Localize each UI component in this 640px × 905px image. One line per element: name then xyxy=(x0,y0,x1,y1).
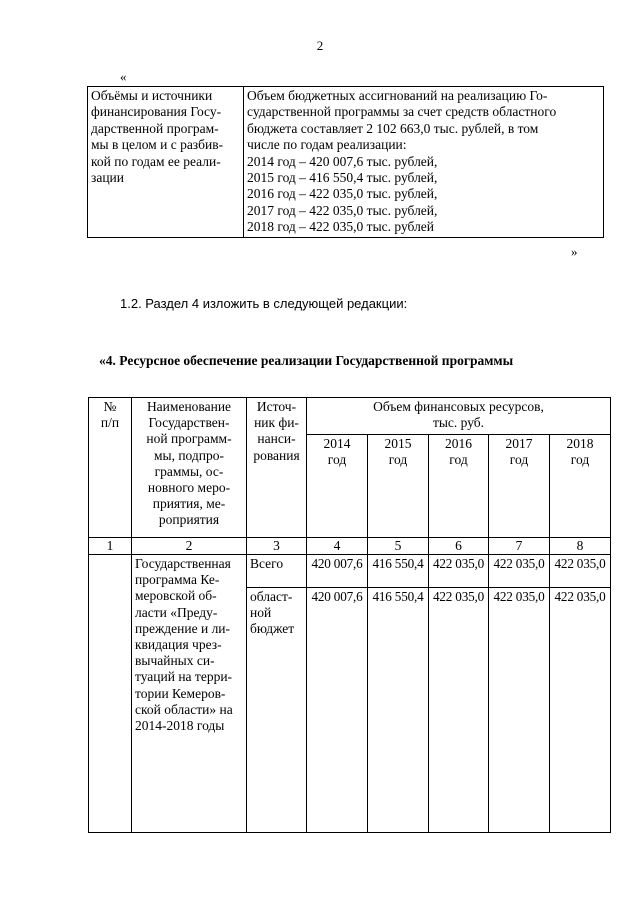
program-name-line: вычайных си- xyxy=(135,653,215,669)
passport-label-line: зации xyxy=(91,170,124,186)
passport-value-line: бюджета составляет 2 102 663,0 тыс. рублей, в том xyxy=(247,120,539,136)
passport-value-line: 2018 год – 422 035,0 тыс. рублей xyxy=(247,219,435,235)
passport-row xyxy=(88,87,604,238)
header-name-line: ной программ- xyxy=(146,431,232,447)
value-cell: 420 007,6 xyxy=(307,588,368,833)
column-index: 1 xyxy=(89,538,132,555)
header-year-unit: год xyxy=(327,452,347,468)
header-source-line: нанси- xyxy=(257,431,296,447)
opening-quote: « xyxy=(120,69,127,84)
header-name-line: приятия, ме- xyxy=(152,496,226,512)
value-cell: 422 035,0 xyxy=(489,588,550,833)
header-source-line: ник фи- xyxy=(254,415,299,431)
header-volume-line: Объем финансовых ресурсов, xyxy=(373,399,544,414)
passport-label-line: мы в целом и с разбив- xyxy=(91,137,224,153)
column-index: 6 xyxy=(429,538,489,555)
header-row xyxy=(89,398,611,435)
column-index: 3 xyxy=(247,538,307,555)
program-name-line: квидация чрез- xyxy=(135,637,222,653)
program-name-line: туаций на терри- xyxy=(135,669,233,685)
header-year-unit: год xyxy=(388,452,408,468)
source-line: бюджет xyxy=(250,621,295,637)
row-num-cell xyxy=(89,555,132,833)
page-number: 2 xyxy=(316,38,324,53)
header-year: 2014 xyxy=(323,436,351,451)
passport-value-line: сударственной программы за счет средств областного xyxy=(247,104,557,120)
column-index: 8 xyxy=(550,538,611,555)
header-name-line: Государствен- xyxy=(148,415,230,431)
source-line: ной xyxy=(250,605,272,621)
amendment-paragraph: 1.2. Раздел 4 изложить в следующей редакции: xyxy=(120,296,408,311)
value-cell: 416 550,4 xyxy=(368,555,429,588)
header-source-cell xyxy=(247,398,307,538)
value-cell: 422 035,0 xyxy=(429,555,489,588)
section-title: «4. Ресурсное обеспечение реализации Государственной программы xyxy=(99,353,514,368)
resource-table xyxy=(88,397,611,833)
source-line: област- xyxy=(250,589,293,604)
program-name-line: Государственная xyxy=(135,556,231,571)
header-source-line: рования xyxy=(253,447,300,463)
column-index: 5 xyxy=(368,538,429,555)
passport-value-line: 2015 год – 416 550,4 тыс. рублей, xyxy=(247,170,438,186)
source-cell xyxy=(247,555,307,588)
passport-value-line: 2017 год – 422 035,0 тыс. рублей, xyxy=(247,202,438,218)
header-year: 2015 xyxy=(384,436,412,451)
header-year-unit: год xyxy=(570,452,590,468)
value-cell: 416 550,4 xyxy=(368,588,429,833)
program-name-line: меровской об- xyxy=(135,588,217,604)
passport-value-cell xyxy=(244,87,604,238)
column-index: 2 xyxy=(132,538,247,555)
value-cell: 422 035,0 xyxy=(489,555,550,588)
header-year: 2018 xyxy=(566,436,594,451)
table-row xyxy=(89,555,611,588)
header-year-unit: год xyxy=(449,452,468,468)
program-name-line: тории Кемеров- xyxy=(135,685,226,701)
header-year-cell xyxy=(489,435,550,538)
value-cell: 422 035,0 xyxy=(429,588,489,833)
program-name-line: ской области» на xyxy=(135,701,233,717)
header-year-cell xyxy=(307,435,368,538)
passport-label-line: Объёмы и источники xyxy=(91,88,213,103)
passport-label-line: кой по годам ее реали- xyxy=(91,153,221,169)
column-index: 4 xyxy=(307,538,368,555)
header-year: 2017 xyxy=(505,436,533,451)
header-name-line: мы, подпро- xyxy=(153,447,225,463)
passport-value-line: числе по годам реализации: xyxy=(247,137,407,153)
column-index: 7 xyxy=(489,538,550,555)
passport-value-line: Объем бюджетных ассигнований на реализацию Го- xyxy=(247,88,548,103)
header-year-unit: год xyxy=(509,452,529,468)
column-index-row xyxy=(89,538,611,555)
source-line: Всего xyxy=(250,556,284,571)
value-cell: 422 035,0 xyxy=(550,588,611,833)
closing-quote: » xyxy=(571,244,578,259)
program-name-line: программа Ке- xyxy=(135,572,220,588)
header-year-cell xyxy=(368,435,429,538)
passport-label-line: дарственной програм- xyxy=(91,120,219,136)
passport-value-line: 2014 год – 420 007,6 тыс. рублей, xyxy=(247,153,438,169)
program-name-line: 2014-2018 годы xyxy=(135,718,225,734)
header-name-cell xyxy=(132,398,247,538)
header-volume-line: тыс. руб. xyxy=(432,415,485,431)
program-name-cell xyxy=(132,555,247,833)
value-cell: 422 035,0 xyxy=(550,555,611,588)
header-year: 2016 xyxy=(445,436,472,451)
passport-label-line: финансирования Госу- xyxy=(91,104,222,120)
program-name-line: ласти «Преду- xyxy=(135,604,218,620)
header-num-line: п/п xyxy=(100,415,120,431)
value-cell: 420 007,6 xyxy=(307,555,368,588)
header-year-cell xyxy=(550,435,611,538)
header-name-line: Наименование xyxy=(146,399,232,414)
header-source-line: Источ- xyxy=(256,399,297,414)
passport-value-line: 2016 год – 422 035,0 тыс. рублей, xyxy=(247,186,438,202)
header-year-cell xyxy=(429,435,489,538)
header-name-line: новного меро- xyxy=(147,480,231,496)
header-num-cell xyxy=(89,398,132,538)
passport-label-cell xyxy=(88,87,244,238)
passport-table xyxy=(87,86,604,238)
header-volume-cell xyxy=(307,398,611,435)
header-name-line: роприятия xyxy=(158,512,220,528)
header-num-line: № xyxy=(103,399,117,414)
program-name-line: преждение и ли- xyxy=(135,620,231,636)
header-name-line: граммы, ос- xyxy=(154,463,224,479)
source-cell xyxy=(247,588,307,833)
